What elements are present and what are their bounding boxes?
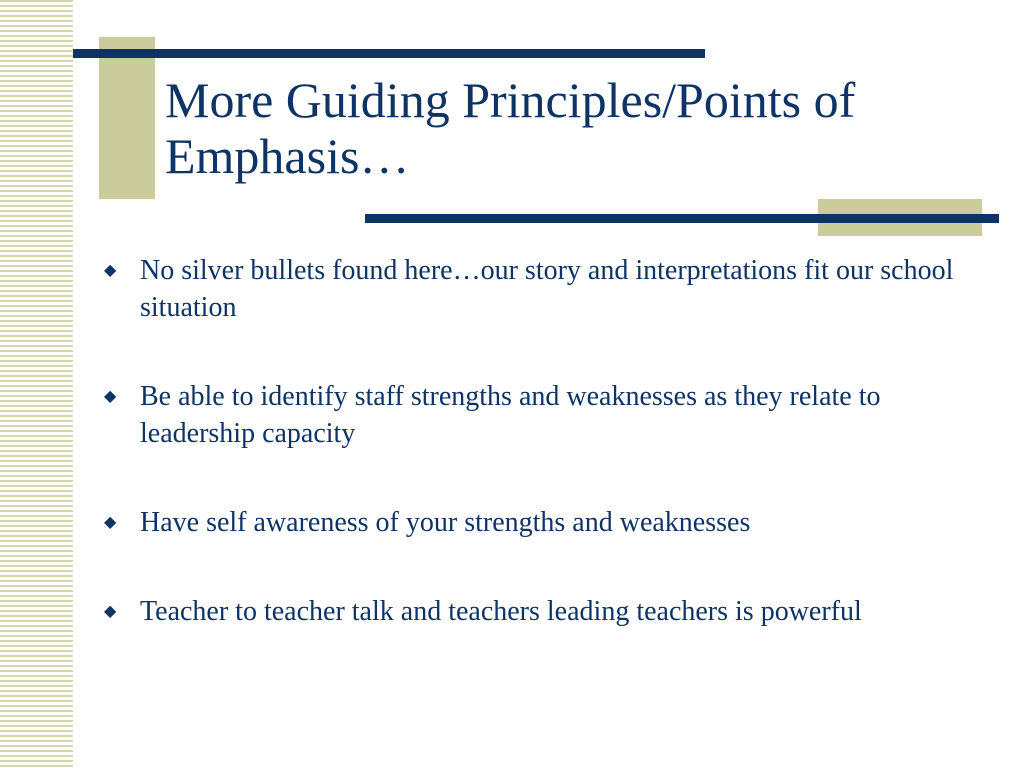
decorative-stripe-band [0, 0, 73, 768]
list-item [100, 504, 980, 541]
list-item [100, 378, 980, 452]
diamond-bullet-icon: ◆ [104, 262, 117, 279]
list-item [100, 252, 980, 326]
bullet-list [100, 252, 980, 682]
title-accent-block [99, 37, 155, 199]
bullet-text: No silver bullets found here…our story and interpretations fit our school situation [140, 255, 954, 323]
bullet-text: Have self awareness of your strengths and weaknesses [140, 507, 751, 538]
list-item [100, 593, 980, 630]
diamond-bullet-icon: ◆ [104, 514, 117, 531]
bullet-text: Teacher to teacher talk and teachers leading teachers is powerful [140, 596, 862, 627]
diamond-bullet-icon: ◆ [104, 388, 117, 405]
title-bottom-rule [365, 214, 999, 223]
slide-title: More Guiding Principles/Points of Emphasis… [165, 72, 856, 184]
diamond-bullet-icon: ◆ [104, 603, 117, 620]
title-top-rule [73, 49, 705, 58]
bullet-text: Be able to identify staff strengths and weaknesses as they relate to leadership capacity [140, 381, 881, 449]
